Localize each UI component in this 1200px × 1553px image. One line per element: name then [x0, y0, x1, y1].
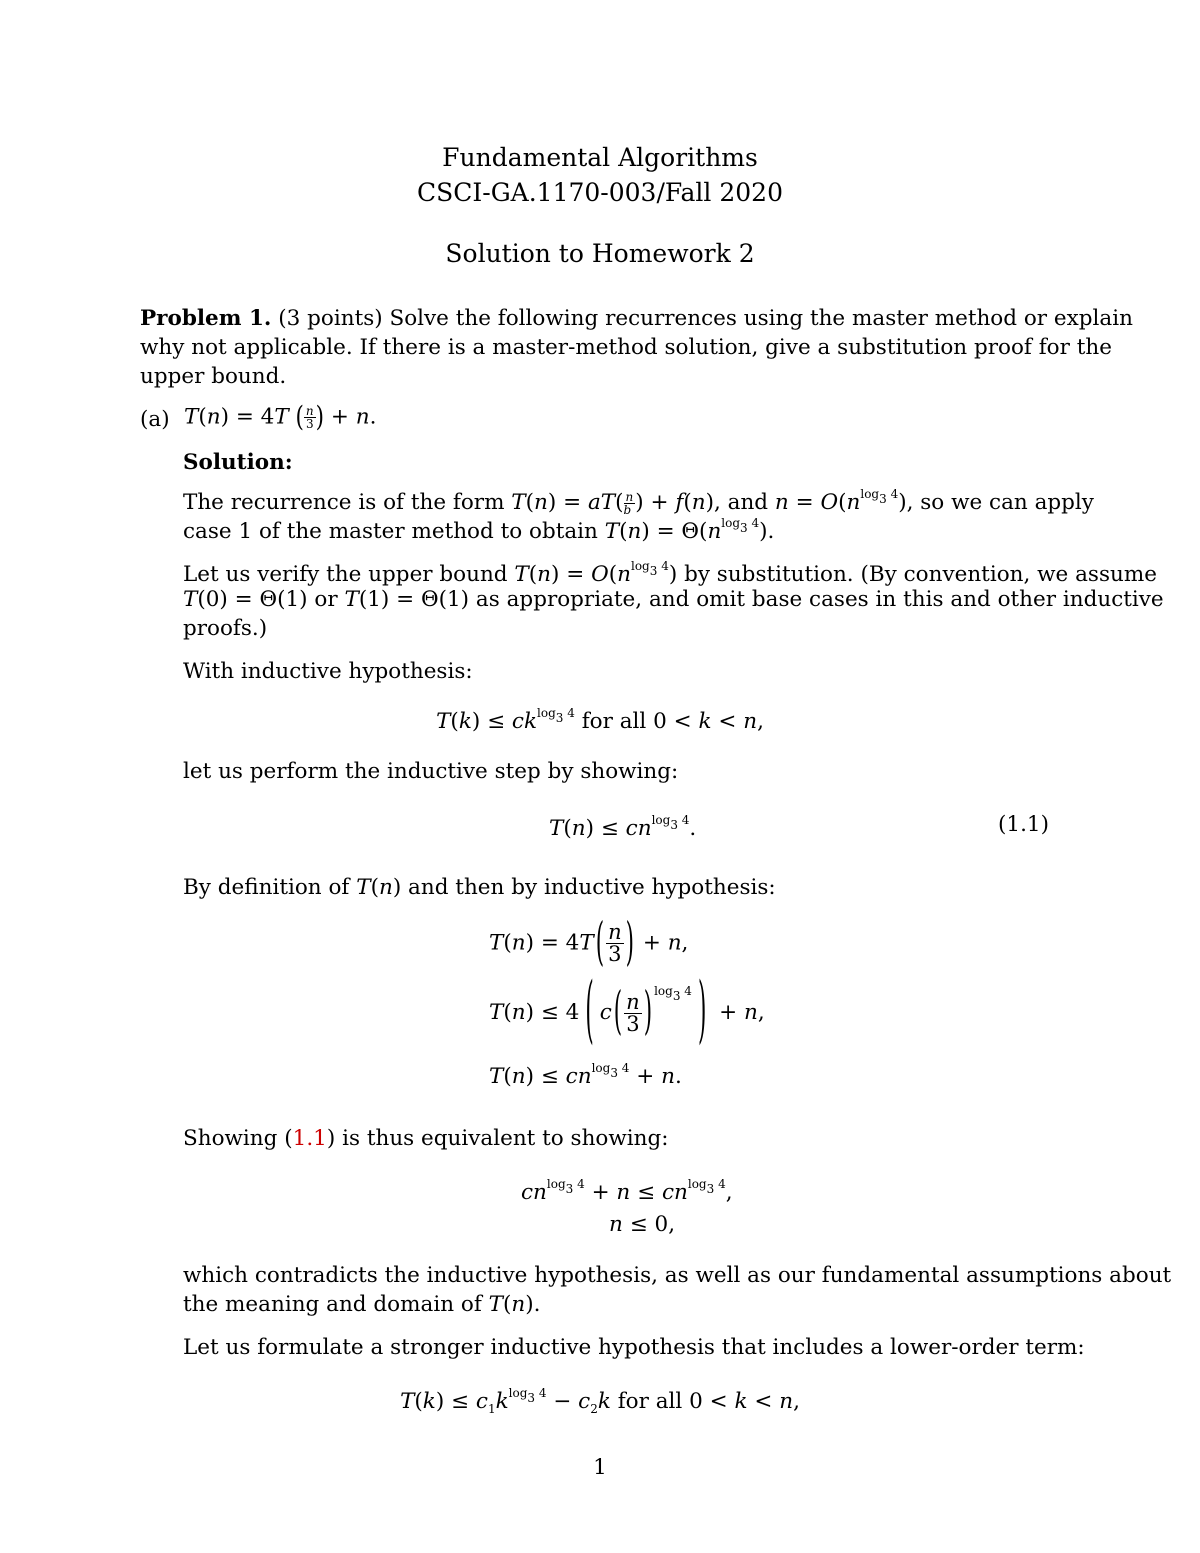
course-title: Fundamental Algorithms	[442, 143, 758, 172]
problem-intro-line1: Problem 1. (3 points) Solve the following recurrences using the master method or explain	[140, 306, 1133, 331]
problem-intro-line3: upper bound.	[140, 364, 287, 389]
equivalence-line2: n ≤ 0,	[609, 1212, 676, 1237]
part-a-label: (a)	[140, 407, 170, 432]
stronger-hypothesis-text: Let us formulate a stronger inductive hypothesis that includes a lower-order term:	[183, 1335, 1085, 1360]
document-title: Solution to Homework 2	[445, 239, 755, 268]
fraction-n-over-3: $\frac{n}{3}$	[305, 404, 314, 431]
equation-1-1: $T(n) \le cn^{log_3 4}$.	[549, 813, 697, 841]
page-number: 1	[593, 1455, 607, 1480]
derivation-line3: $T(n) \le cn^{log_3 4} + n$.	[489, 1061, 682, 1089]
stronger-hypothesis-eq: $T(k) \le c_1k^{log_3 4} - c_2k$ for all 0 < k < n,	[400, 1386, 800, 1416]
verify-line2: T(0) = Θ(1) or T(1) = Θ(1) as appropriate, and omit base cases in this and other inductive	[183, 587, 1164, 612]
by-definition-text: By definition of T(n) and then by inductive hypothesis:	[183, 875, 776, 900]
with-inductive-hypothesis: With inductive hypothesis:	[183, 659, 473, 684]
recurrence-a: T(n) = 4T ( $\frac{n}{3}$ ) + n.	[184, 400, 377, 434]
equation-number: (1.1)	[998, 812, 1049, 837]
verify-line3: proofs.)	[183, 616, 268, 641]
inductive-hypothesis-eq: $T(k) \le ck^{log_3 4}$ for all 0 < k < n,	[436, 706, 764, 734]
course-code: CSCI-GA.1170-003/Fall 2020	[416, 178, 783, 207]
problem-intro-line2: why not applicable. If there is a master-method solution, give a substitution proof for the	[140, 335, 1112, 360]
case-line: case 1 of the master method to obtain $T(n) = \Theta(n^{log_3 4})$.	[183, 516, 775, 544]
derivation-line2: T(n) ≤ 4 ( c( $\frac{n}{3}$ ) $^{log_3 4}$ ) + n,	[489, 969, 765, 1055]
equivalence-line1: $cn^{log_3 4} + n \le cn^{log_3 4}$,	[521, 1177, 733, 1205]
derivation-line1: T(n) = 4T( $\frac{n}{3}$ ) + n,	[489, 912, 689, 973]
recurrence-form-line: The recurrence is of the form T(n) = aT( $\frac{n}{b}$ ) + f(n), and $n = O(n^{log_3 4})$, so we can apply	[183, 487, 1094, 517]
inductive-step-text: let us perform the inductive step by showing:	[183, 759, 679, 784]
equation-reference-link[interactable]: 1.1	[292, 1126, 327, 1151]
verify-line1: Let us verify the upper bound $T(n) = O(n^{log_3 4})$ by substitution. (By convention, we assume	[183, 559, 1157, 587]
solution-heading: Solution:	[183, 450, 293, 475]
showing-text: Showing (1.1) is thus equivalent to showing:	[183, 1126, 669, 1151]
contradiction-line2: the meaning and domain of T(n).	[183, 1292, 541, 1317]
problem-label: Problem 1.	[140, 306, 272, 331]
contradiction-line1: which contradicts the inductive hypothesis, as well as our fundamental assumptions about	[183, 1263, 1172, 1288]
